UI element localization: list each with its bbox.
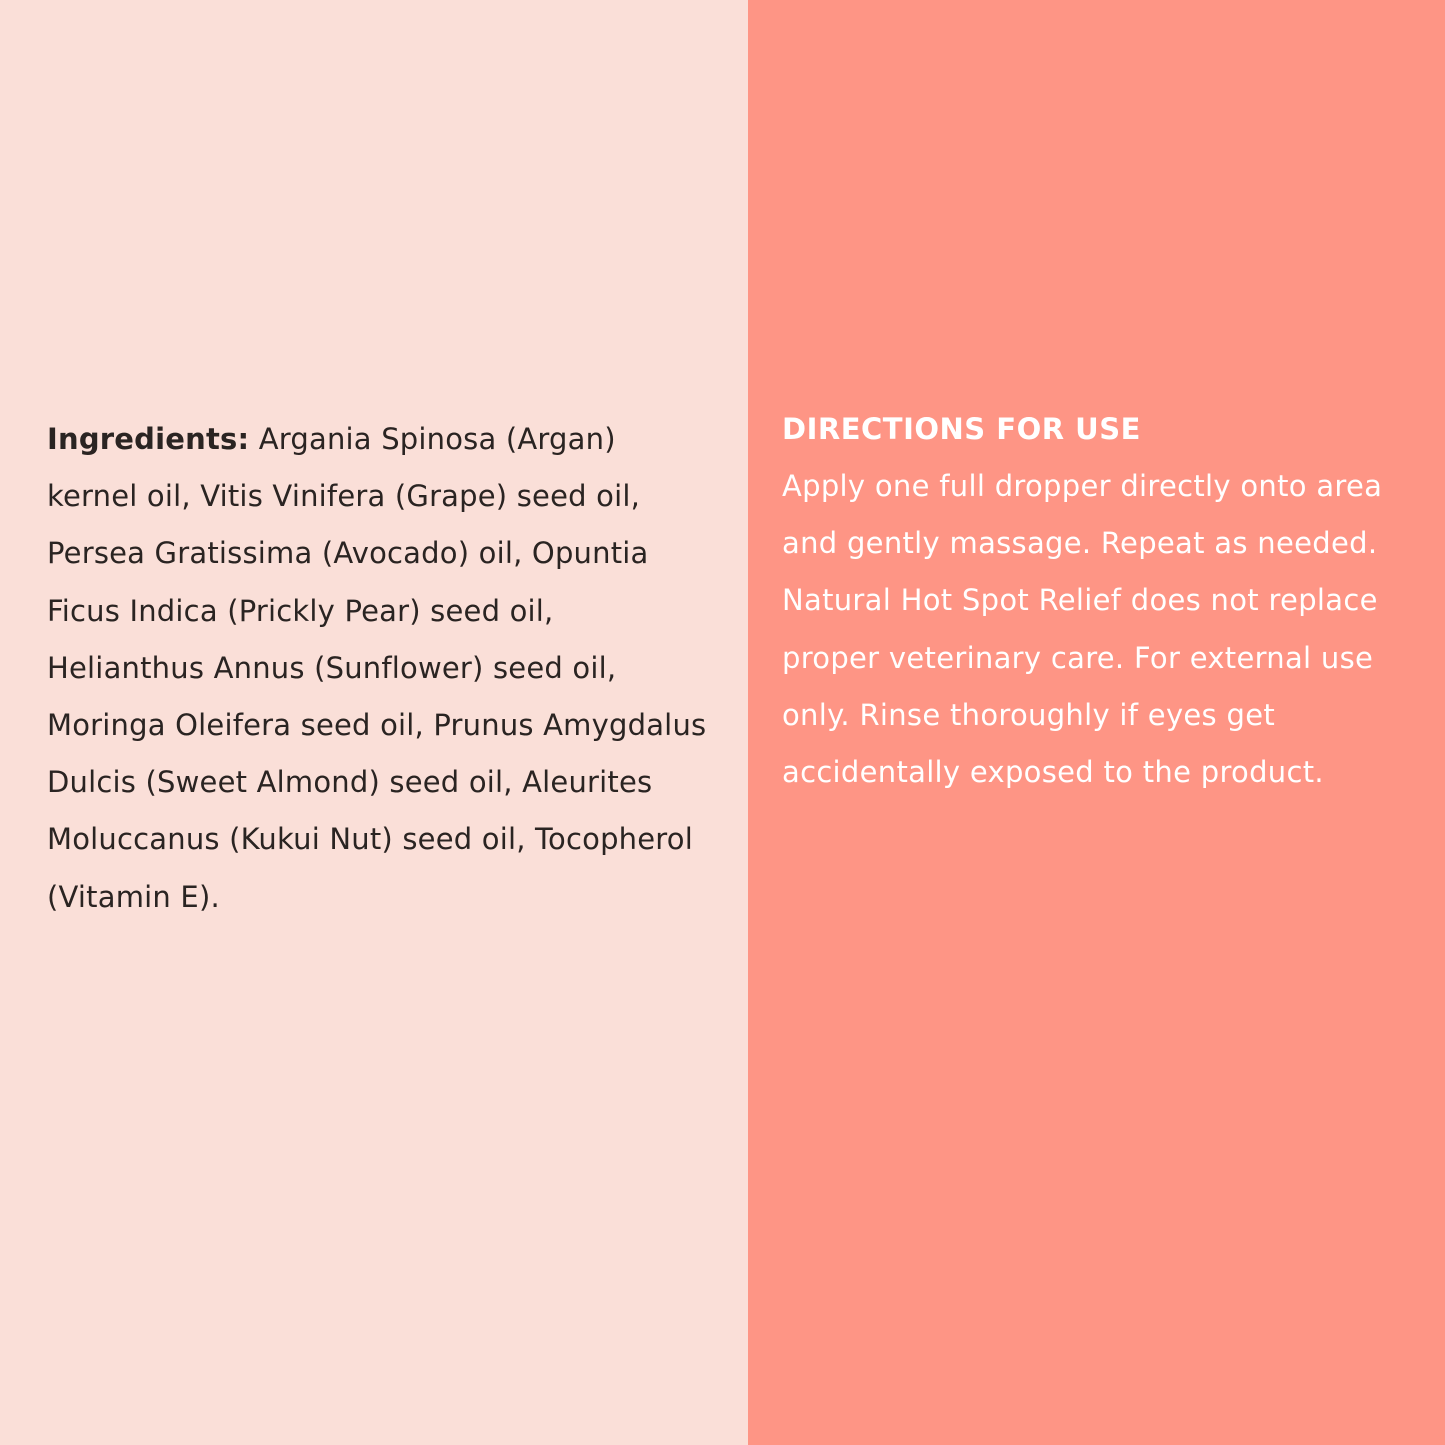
ingredients-text <box>47 411 707 926</box>
directions-heading: DIRECTIONS FOR USE <box>782 412 1141 446</box>
directions-text: Apply one full dropper directly onto area and gently massage. Repeat as needed. Natural Hot Spot Relief does not replace proper veterinary care. For external use only. Rinse thoroughly if eyes get accidentally exposed to the product. <box>782 469 1383 790</box>
ingredients-list: Argania Spinosa (Argan) kernel oil, Vitis Vinifera (Grape) seed oil, Persea Gratissima (Avocado) oil, Opuntia Ficus Indica (Prickly Pear) seed oil, Helianthus Annus (Sunflower) seed oil, Moringa Oleifera seed oil, Prunus Amygdalus Dulcis (Sweet Almond) seed oil, Aleurites Moluccanus (Kukui Nut) seed oil, Tocopherol (Vitamin E). <box>47 422 707 914</box>
ingredients-label: Ingredients: <box>47 422 250 456</box>
directions-block <box>782 401 1442 801</box>
